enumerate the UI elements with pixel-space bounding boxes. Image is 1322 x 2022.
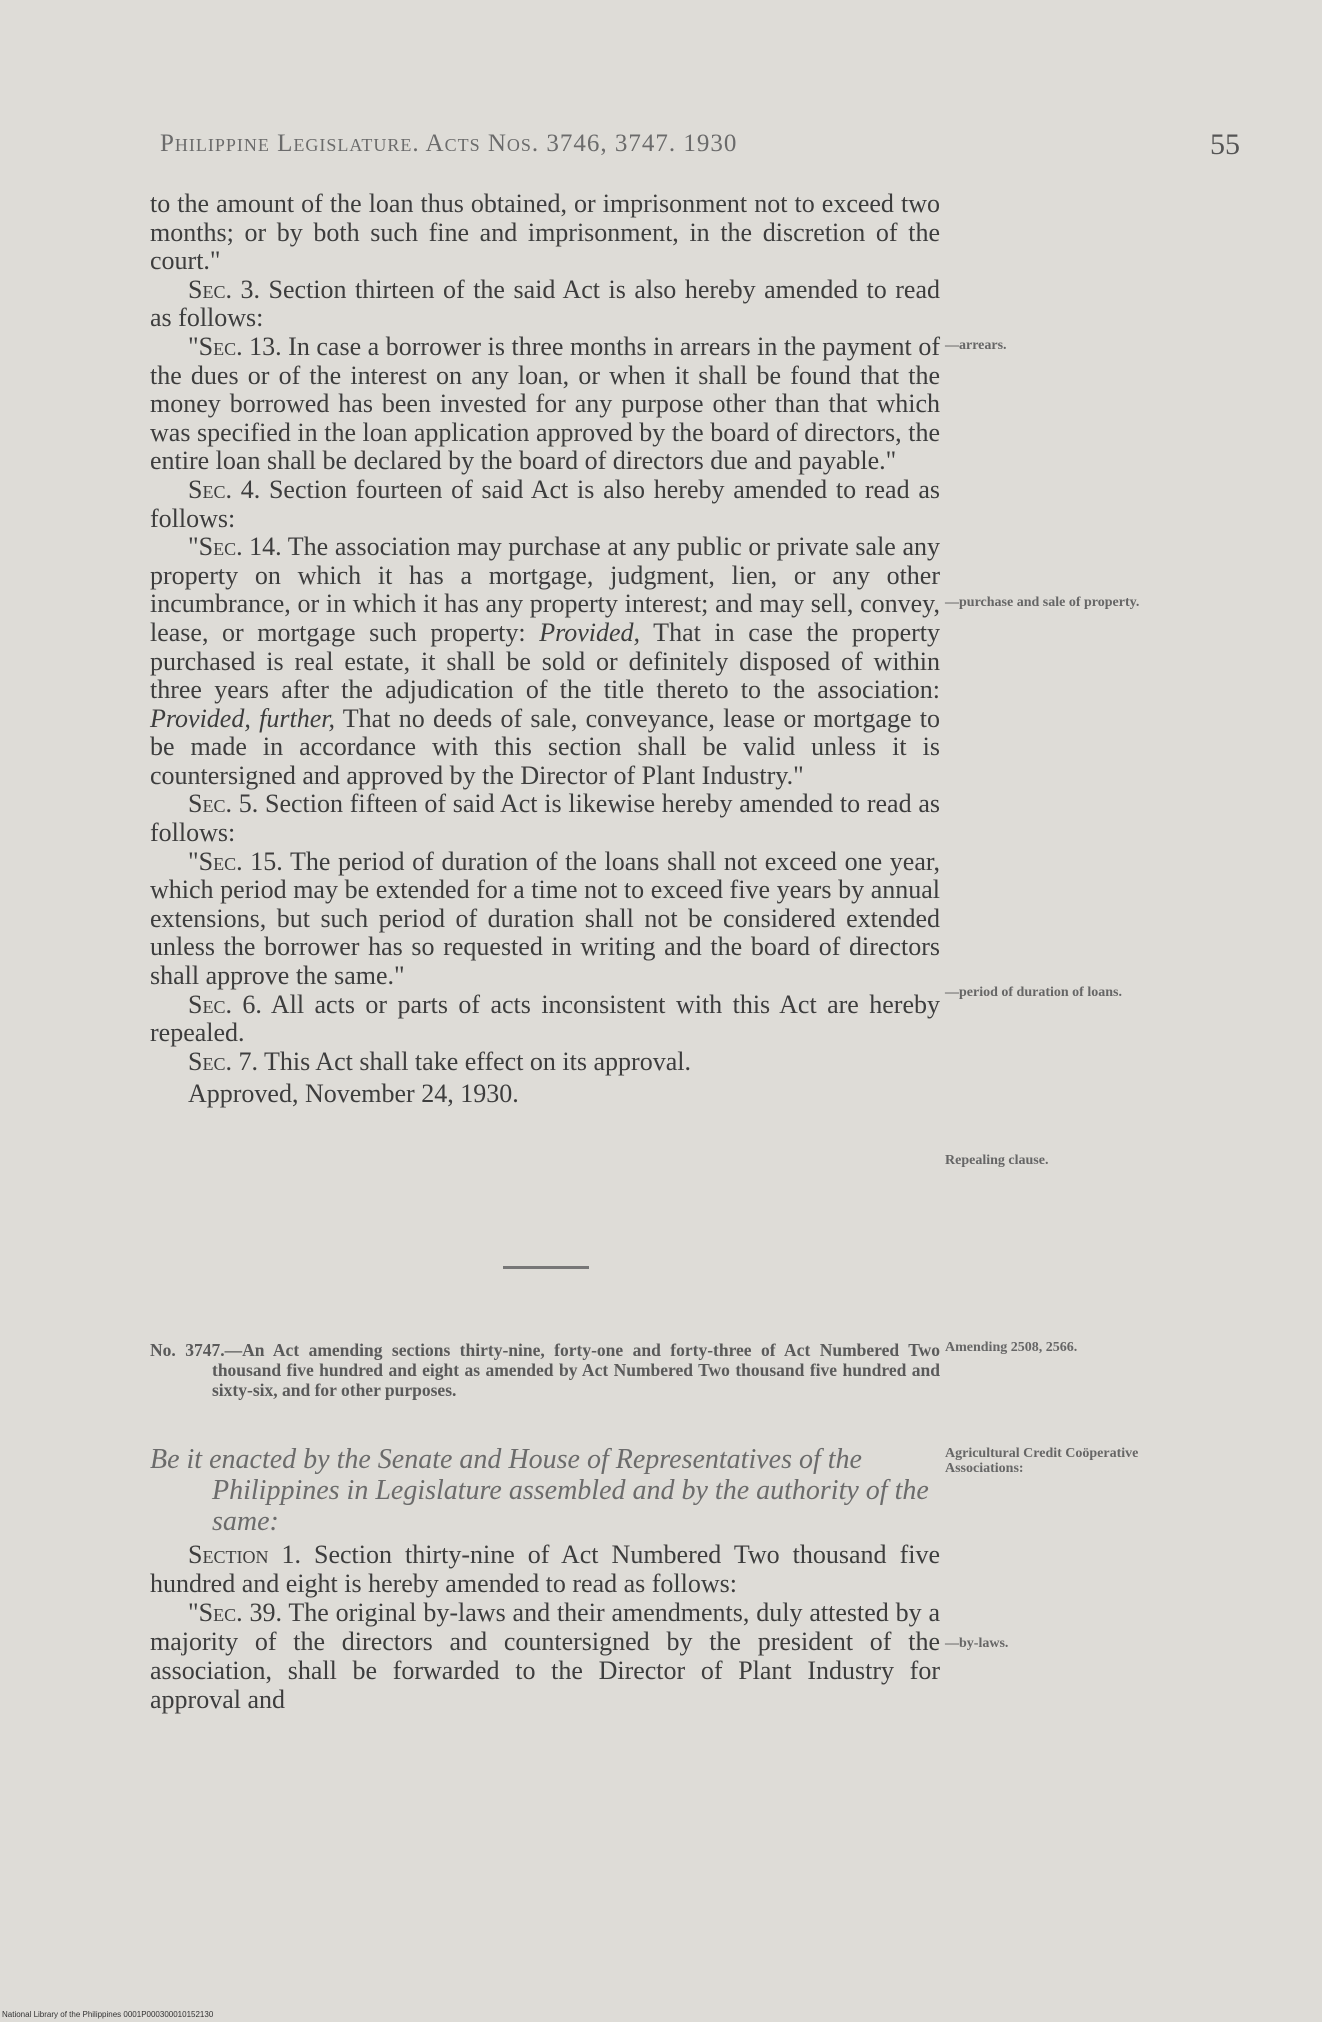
section-label: Sec. 5. xyxy=(188,789,259,819)
sidenote-amending: Amending 2508, 2566. xyxy=(945,1340,1078,1355)
section-label: "Sec. 14. xyxy=(188,532,282,562)
section-label: Section 1. xyxy=(188,1540,301,1569)
provided-further-italic: Provided, further, xyxy=(150,703,335,733)
paragraph xyxy=(150,790,940,847)
paragraph xyxy=(150,1540,940,1598)
enacting-clause-text: Be it enacted by the Senate and House of Representatives of the Philippines in Legislature assembled and by the authority of the same: xyxy=(150,1444,929,1537)
paragraph-text: Section thirteen of the said Act is also hereby amended to read as follows: xyxy=(150,274,940,333)
sidenote-agricultural-credit: Agricultural Credit Coöperative Associations: xyxy=(945,1446,1139,1476)
sidenote-period-duration: —period of duration of loans. xyxy=(945,985,1122,1000)
paragraph xyxy=(150,476,940,533)
act-3747-body xyxy=(150,1540,940,1714)
section-label: Sec. 7. xyxy=(188,1046,258,1076)
paragraph-text: All acts or parts of acts inconsistent with this Act are hereby repealed. xyxy=(150,989,940,1048)
paragraph-text: That no deeds of sale, conveyance, lease or mortgage to be made in accordance with this section shall be valid unless it is countersigned and approved by the Director of Plant Industry." xyxy=(150,703,940,790)
section-divider xyxy=(503,1266,589,1269)
section-label: Sec. 3. xyxy=(188,274,260,304)
section-label: "Sec. 13. xyxy=(188,331,282,361)
paragraph-text: Section thirty-nine of Act Numbered Two thousand five hundred and eight is hereby amended to read as follows: xyxy=(150,1540,940,1598)
paragraph xyxy=(150,190,940,276)
paragraph-text: The original by-laws and their amendments, duly attested by a majority of the directors and countersigned by the president of the association, shall be forwarded to the Director of Plant Industry for approval and xyxy=(150,1598,941,1714)
act-heading-text: No. 3747.—An Act amending sections thirty-nine, forty-one and forty-three of Act Numbered Two thousand five hundred and eight as amended by Act Numbered Two thousand five hundred and sixty-six, and for other purposes. xyxy=(150,1340,940,1400)
sidenote-purchase-sale: —purchase and sale of property. xyxy=(945,595,1140,610)
section-label: Sec. 6. xyxy=(188,989,262,1019)
page-number: 55 xyxy=(1210,128,1240,161)
section-label: "Sec. 15. xyxy=(188,846,283,876)
provided-italic: Provided, xyxy=(539,617,641,647)
paragraph xyxy=(150,333,940,476)
paragraph-text: Section fifteen of said Act is likewise hereby amended to read as follows: xyxy=(150,789,941,848)
paragraph-text: That in case the property purchased is real estate, it shall be sold or definitely disposed of within three years after the adjudication of the title thereto to the association: xyxy=(150,617,940,705)
paragraph xyxy=(150,1598,940,1714)
paragraph-text: The period of duration of the loans shall not exceed one year, which period may be extended for a time not to exceed five years by annual extensions, but such period of duration shall not be considered extended unless the borrower has so requested in writing and the board of directors shall approve the same." xyxy=(150,846,940,991)
sidenote-arrears: —arrears. xyxy=(945,338,1007,353)
paragraph xyxy=(150,276,940,333)
paragraph-text: In case a borrower is three months in arrears in the payment of the dues or of the interest on any loan, or when it shall be found that the money borrowed has been invested for any purpose other than that which was specified in the loan application approved by the board of directors, the entire loan shall be declared by the board of directors due and payable." xyxy=(150,331,940,476)
sidenote-repealing-clause: Repealing clause. xyxy=(945,1153,1049,1168)
act-3747-heading xyxy=(150,1340,940,1400)
act-3746-continuation xyxy=(150,190,940,1109)
paragraph xyxy=(150,848,940,991)
paragraph xyxy=(150,533,940,790)
paragraph xyxy=(150,991,940,1048)
paragraph xyxy=(150,1048,940,1077)
sidenote-by-laws: —by-laws. xyxy=(945,1636,1009,1651)
section-label: Sec. 4. xyxy=(188,474,261,504)
approval-line: Approved, November 24, 1930. xyxy=(188,1079,519,1109)
running-head: Philippine Legislature. Acts Nos. 3746, 3747. 1930 xyxy=(160,130,738,157)
paragraph-text: The association may purchase at any public or private sale any property on which it has a mortgage, judgment, lien, or any other incumbrance, or in which it has any property interest; and may sell, convey, lease, or mortgage such property: xyxy=(150,532,940,647)
section-label: "Sec. 39. xyxy=(188,1598,282,1627)
paragraph-text: Section fourteen of said Act is also hereby amended to read as follows: xyxy=(150,474,940,533)
scan-credit: National Library of the Philippines 0001P000300010152130 xyxy=(2,2010,214,2019)
paragraph-text: to the amount of the loan thus obtained, or imprisonment not to exceed two months; or by both such fine and imprisonment, in the discretion of the court." xyxy=(150,189,940,276)
paragraph-text: This Act shall take effect on its approval. xyxy=(257,1046,691,1076)
enacting-clause xyxy=(150,1444,940,1537)
